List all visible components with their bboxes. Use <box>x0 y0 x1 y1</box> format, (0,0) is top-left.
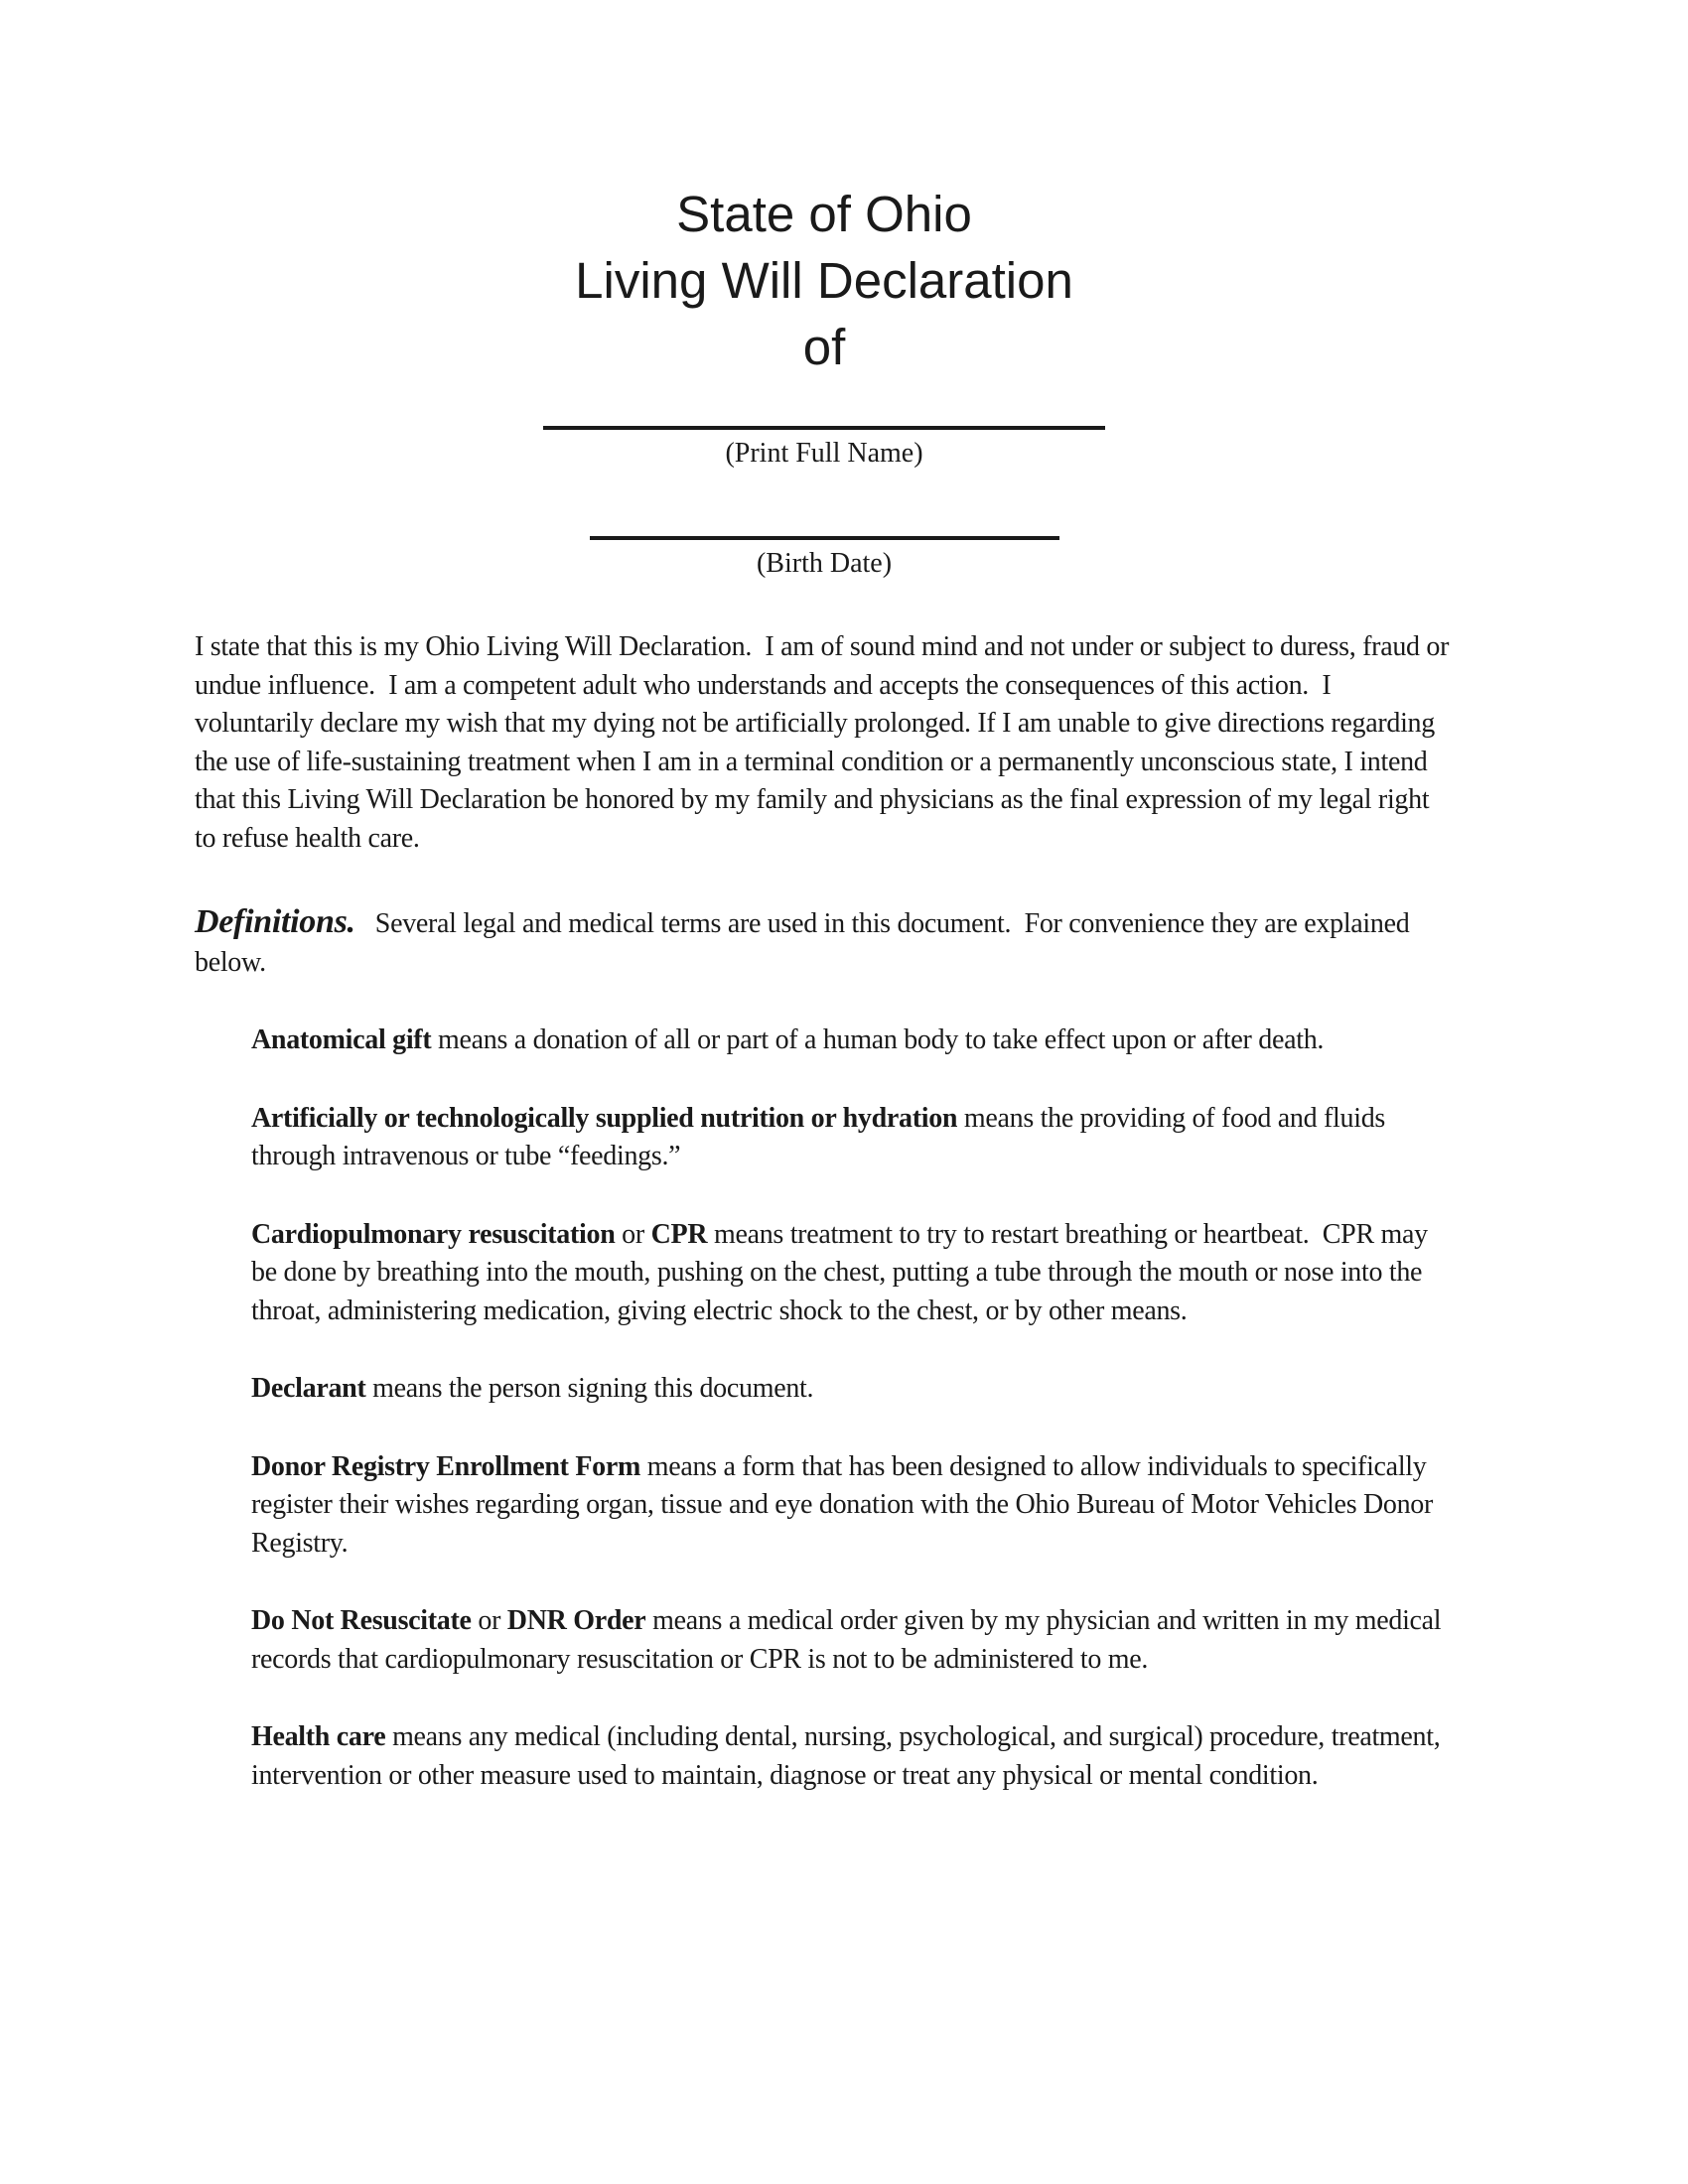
definition-term: Health care <box>251 1721 386 1752</box>
definition-paragraph <box>251 1370 1454 1409</box>
print-full-name-field <box>543 426 1105 473</box>
title-line-declaration: Living Will Declaration <box>575 252 1073 309</box>
definition-paragraph <box>251 1718 1454 1795</box>
definition-term: Cardiopulmonary resuscitation <box>251 1218 616 1250</box>
definition-term: Artificially or technologically supplied nutrition or hydration <box>251 1102 958 1134</box>
definition-text: means treatment to try to restart breathing or heartbeat. CPR may be done by breathing into the mouth, pushing on the chest, putting a tube through the mouth or nose into the throat, administering medication, giving electric shock to the chest, or by other means. <box>251 1218 1435 1326</box>
birth-date-blank-line[interactable] <box>590 536 1059 540</box>
print-full-name-blank-line[interactable] <box>543 426 1105 430</box>
definition-paragraph <box>251 1448 1454 1564</box>
definition-term: DNR Order <box>506 1605 646 1636</box>
definitions-heading-text: Several legal and medical terms are used in this document. For convenience they are explained below. <box>195 908 1417 978</box>
definition-paragraph <box>251 1216 1454 1331</box>
definition-text: means the person signing this document. <box>365 1373 814 1404</box>
definition-term: Donor Registry Enrollment Form <box>251 1450 641 1482</box>
definition-text: or <box>615 1218 651 1250</box>
title-line-of: of <box>802 319 846 375</box>
definition-paragraph <box>251 1100 1454 1176</box>
birth-date-label: (Birth Date) <box>756 548 893 579</box>
definition-paragraph <box>251 1602 1454 1679</box>
definition-term: CPR <box>650 1218 708 1250</box>
definition-text: means a form that has been designed to allow individuals to specifically register their wishes regarding organ, tissue and eye donation with the Ohio Bureau of Motor Vehicles Donor Registry. <box>251 1450 1440 1559</box>
definition-text: means a medical order given by my physician and written in my medical records that cardiopulmonary resuscitation or CPR is not to be administered to me. <box>251 1605 1448 1675</box>
document-title <box>195 181 1454 380</box>
print-full-name-label: (Print Full Name) <box>725 438 923 469</box>
definitions-heading <box>195 903 1454 982</box>
definition-text: means any medical (including dental, nursing, psychological, and surgical) procedure, treatment, intervention or other measure used to maintain, diagnose or treat any physical or mental condition. <box>251 1721 1448 1791</box>
birth-date-field <box>590 536 1059 583</box>
title-line-state: State of Ohio <box>676 186 972 242</box>
definition-term: Do Not Resuscitate <box>251 1605 472 1636</box>
definitions-list <box>195 1022 1454 1795</box>
declaration-paragraph: I state that this is my Ohio Living Will Declaration. I am of sound mind and not under or subject to duress, fraud or undue influence. I am a competent adult who understands and accepts the consequences of this action. I voluntarily declare my wish that my dying not be artificially prolonged. If I am unable to give directions regarding the use of life-sustaining treatment when I am in a terminal condition or a permanently unconscious state, I intend that this Living Will Declaration be honored by my family and physicians as the final expression of my legal right to refuse health care. <box>195 631 1456 854</box>
definition-text: means a donation of all or part of a human body to take effect upon or after death. <box>431 1024 1325 1055</box>
definition-term: Declarant <box>251 1373 366 1404</box>
definitions-heading-lead: Definitions. <box>195 903 355 940</box>
definition-term: Anatomical gift <box>251 1024 432 1055</box>
definition-paragraph <box>251 1022 1454 1060</box>
definition-text: or <box>471 1605 507 1636</box>
definition-text: means the providing of food and fluids through intravenous or tube “feedings.” <box>251 1102 1392 1171</box>
